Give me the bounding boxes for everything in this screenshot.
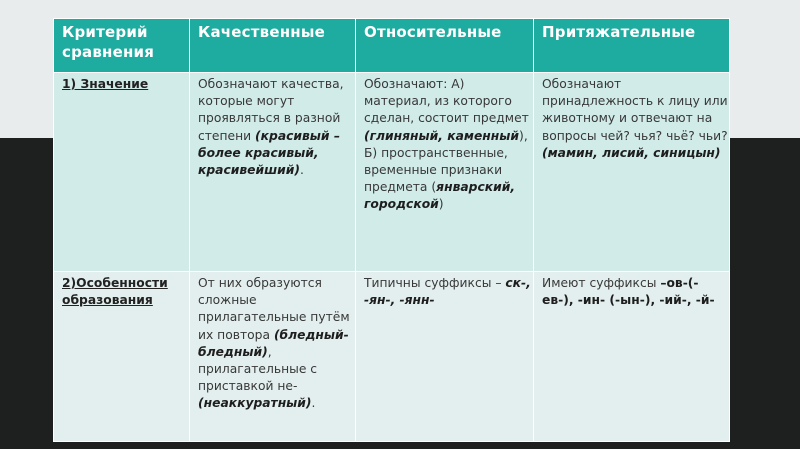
cell-text: Обозначают принадлежность к лицу или животному и отвечают на вопросы чей? чья? чьё? чьи? — [542, 77, 728, 143]
cell-quality-meaning — [190, 73, 356, 272]
cell-text: , прилагательные с приставкой не- — [198, 344, 318, 394]
cell-text: Имеют суффиксы — [542, 276, 661, 290]
cell-text-end: . — [300, 163, 304, 178]
cell-text: Обозначают качества, которые могут проявляться в разной степени — [198, 77, 344, 143]
cell-quality-formation — [190, 272, 356, 442]
example-text: январский, городской — [364, 180, 515, 212]
example-text: (глиняный, каменный — [364, 128, 520, 143]
cell-relative-meaning — [356, 73, 534, 272]
example-text: (красивый – более красивый, красивейший) — [198, 128, 340, 178]
suffix-text: –ов-(-ев-), -ин- (-ын-), -ий-, -й- — [542, 276, 715, 308]
cell-text-end: ) — [438, 197, 444, 212]
header-quality: Качественные — [190, 19, 356, 73]
cell-text: ), Б) пространственные, временные признаки предмета ( — [364, 128, 528, 195]
cell-text: Типичны суффиксы – — [364, 276, 506, 290]
criterion-formation: 2)Особенности образования — [54, 272, 190, 442]
example-text: (бледный-бледный) — [198, 327, 349, 359]
example-text: (мамин, лисий, синицын) — [542, 145, 721, 160]
cell-relative-formation — [356, 272, 534, 442]
table-row-formation — [54, 272, 730, 442]
table-row-meaning — [54, 73, 730, 272]
header-possessive: Притяжательные — [534, 19, 730, 73]
cell-possessive-formation — [534, 272, 730, 442]
header-relative: Относительные — [356, 19, 534, 73]
example-text: (неаккуратный) — [198, 396, 312, 411]
cell-possessive-meaning — [534, 73, 730, 272]
cell-text: Обозначают: А) материал, из которого сделан, состоит предмет — [364, 77, 529, 126]
criterion-meaning: 1) Значение — [54, 73, 190, 272]
comparison-table — [53, 18, 730, 442]
cell-text: От них образуются сложные прилагательные путём их повтора — [198, 276, 350, 342]
header-row — [54, 19, 730, 73]
suffix-text: ск-, -ян-, -янн- — [364, 276, 531, 308]
header-criterion: Критерий сравнения — [54, 19, 190, 73]
cell-text-end: . — [311, 396, 316, 411]
